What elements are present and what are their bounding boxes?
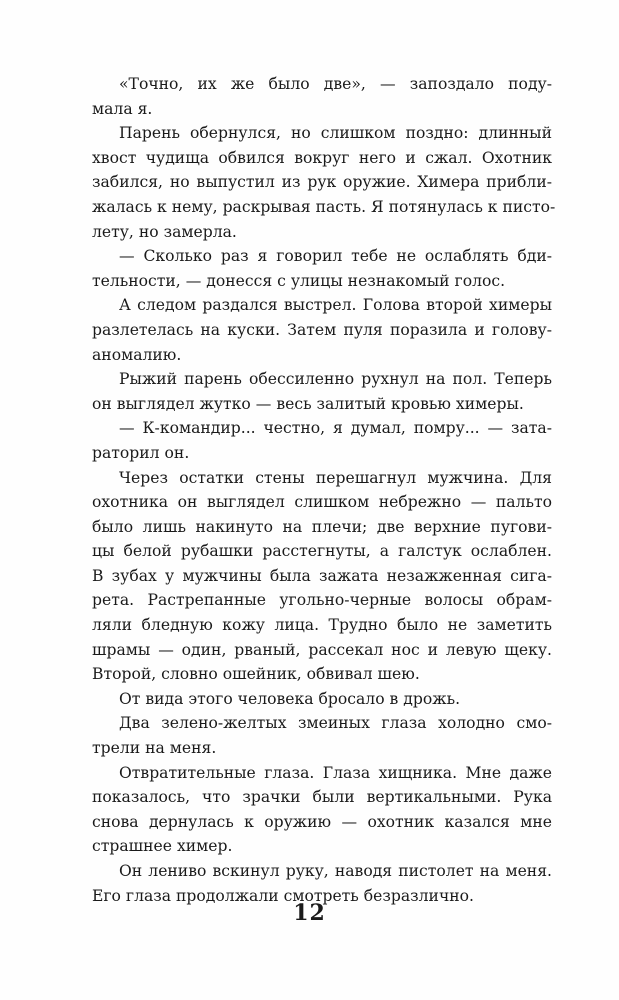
text-line: разлетелась на куски. Затем пуля поразила и голову- — [92, 320, 552, 339]
text-line: ляли бледную кожу лица. Трудно было не заметить — [92, 616, 552, 635]
text-line: шрамы — один, рваный, рассекал нос и левую щеку. — [92, 640, 552, 659]
text-line: лету, но замерла. — [92, 222, 237, 241]
text-line: Два зелено-желтых змеиных глаза холодно смо- — [119, 714, 552, 733]
text-line: страшнее химер. — [92, 837, 233, 856]
text-line: От вида этого человека бросало в дрожь. — [119, 689, 461, 708]
text-line: мала я. — [92, 99, 153, 118]
text-line: рета. Растрепанные угольно-черные волосы обрам- — [92, 591, 552, 610]
text-line: жалась к нему, раскрывая пасть. Я потянулась к писто- — [92, 197, 556, 216]
text-line: он выглядел жутко — весь залитый кровью химеры. — [92, 394, 524, 413]
text-line: Отвратительные глаза. Глаза хищника. Мне даже — [119, 763, 552, 782]
text-line: Через остатки стены перешагнул мужчина. Для — [119, 468, 552, 487]
text-line: Он лениво вскинул руку, наводя пистолет на меня. — [119, 862, 552, 880]
text-line: Парень обернулся, но слишком поздно: длинный — [119, 124, 552, 143]
text-line: тельности, — донесся с улицы незнакомый голос. — [92, 271, 506, 290]
text-line: показалось, что зрачки были вертикальными. Рука — [92, 788, 552, 807]
text-line: — К-командир... честно, я думал, помру... — зата- — [119, 419, 552, 438]
text-line: А следом раздался выстрел. Голова второй химеры — [119, 296, 552, 315]
text-line: Его глаза продолжали смотреть безразлично. — [92, 886, 475, 905]
text-line: было лишь накинуто на плечи; две верхние пугови- — [92, 517, 552, 536]
text-line: раторил он. — [92, 443, 190, 462]
text-line: хвост чудища обвился вокруг него и сжал. Охотник — [92, 148, 552, 167]
text-line: охотника он выглядел слишком небрежно — пальто — [92, 493, 552, 512]
text-line: — Сколько раз я говорил тебе не ослаблять бди- — [119, 247, 552, 266]
text-line: цы белой рубашки расстегнуты, а галстук ослаблен. — [92, 542, 552, 561]
text-line: «Точно, их же было две», — запоздало поду- — [119, 75, 552, 93]
text-line: Рыжий парень обессиленно рухнул на пол. Теперь — [119, 370, 552, 389]
text-line: В зубах у мужчины была зажата незажженная сига- — [92, 566, 552, 585]
page-number: 12 — [293, 900, 326, 926]
text-line: Второй, словно ошейник, обвивал шею. — [92, 665, 420, 684]
text-line: трели на меня. — [92, 739, 217, 758]
text-line: забился, но выпустил из рук оружие. Химера прибли- — [92, 173, 552, 192]
text-line: снова дернулась к оружию — охотник казался мне — [92, 812, 552, 831]
text-line: аномалию. — [92, 345, 182, 364]
body-text — [92, 72, 556, 908]
